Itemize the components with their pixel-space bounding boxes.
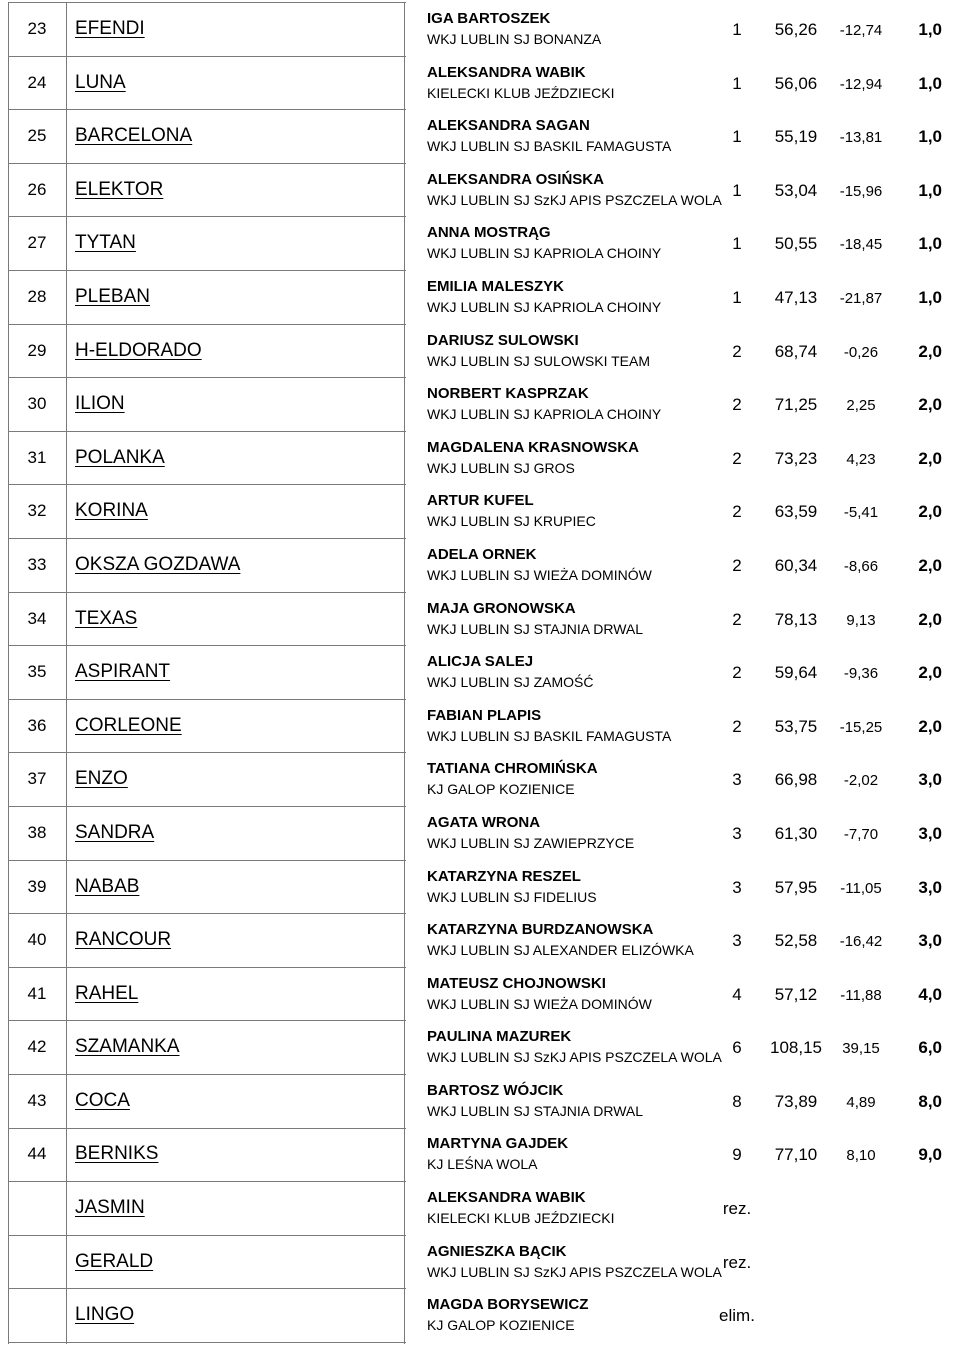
faults-value: 1 — [732, 73, 742, 93]
result-status: rez. — [722, 1199, 752, 1219]
place-number: 38 — [27, 822, 47, 842]
place-number: 24 — [27, 72, 47, 92]
place-number: 36 — [27, 715, 47, 735]
time-value: 66,98 — [774, 770, 818, 790]
faults-value: 1 — [732, 234, 742, 254]
time-value: 56,26 — [774, 20, 818, 39]
rider-name: ANNA MOSTRĄG — [427, 224, 551, 242]
time-difference: -8,66 — [843, 557, 879, 575]
points-value: 2,0 — [918, 341, 942, 361]
rider-name: TATIANA CHROMIŃSKA — [427, 760, 598, 778]
time-difference: -13,81 — [839, 129, 883, 147]
time-difference: -16,42 — [839, 933, 883, 951]
rider-name: IGA BARTOSZEK — [427, 10, 551, 27]
place-number: 44 — [27, 1144, 47, 1164]
time-value: 55,19 — [774, 127, 818, 147]
table-row — [0, 1074, 960, 1128]
points-value: 2,0 — [918, 609, 942, 629]
table-row — [0, 324, 960, 378]
table-row — [0, 1288, 960, 1342]
faults-value: 2 — [732, 395, 742, 415]
horse-name: COCA — [75, 1089, 130, 1111]
rider-name: ALEKSANDRA OSIŃSKA — [427, 170, 604, 188]
place-number: 25 — [27, 126, 47, 146]
place-number: 33 — [27, 554, 47, 574]
horse-name: LINGO — [75, 1304, 135, 1326]
rider-name: FABIAN PLAPIS — [427, 706, 542, 724]
table-row — [0, 699, 960, 753]
table-row — [0, 270, 960, 324]
time-difference: 4,23 — [846, 450, 876, 468]
horse-name: ILION — [75, 393, 125, 415]
rider-name: DARIUSZ SULOWSKI — [427, 331, 579, 349]
rider-name: MAGDA BORYSEWICZ — [427, 1296, 589, 1314]
club-name: WKJ LUBLIN SJ SzKJ APIS PSZCZELA WOLA — [427, 1049, 722, 1066]
points-value: 3,0 — [918, 877, 942, 897]
club-name: WKJ LUBLIN SJ WIEŻA DOMINÓW — [427, 566, 652, 583]
rider-name: MAJA GRONOWSKA — [427, 599, 576, 617]
time-value: 53,04 — [774, 180, 818, 200]
club-name: KJ LEŚNA WOLA — [427, 1156, 538, 1173]
result-status: rez. — [722, 1252, 752, 1272]
faults-value: 2 — [732, 663, 742, 683]
faults-value: 2 — [732, 555, 742, 575]
rider-name: ALEKSANDRA WABIK — [427, 63, 586, 81]
place-number: 23 — [27, 19, 47, 38]
club-name: WKJ LUBLIN SJ FIDELIUS — [427, 888, 597, 905]
faults-value: 3 — [732, 770, 742, 790]
time-value: 63,59 — [774, 502, 818, 522]
results-table — [0, 2, 960, 1342]
horse-name: LUNA — [75, 71, 126, 93]
faults-value: 9 — [732, 1145, 742, 1165]
horse-name: PLEBAN — [75, 285, 150, 307]
points-value: 3,0 — [918, 823, 942, 843]
table-row — [0, 484, 960, 538]
points-value: 1,0 — [918, 287, 942, 307]
club-name: WKJ LUBLIN SJ STAJNIA DRWAL — [427, 620, 644, 637]
club-name: WKJ LUBLIN SJ BASKIL FAMAGUSTA — [427, 727, 672, 744]
result-status: elim. — [719, 1306, 755, 1326]
club-name: WKJ LUBLIN SJ SULOWSKI TEAM — [427, 352, 651, 369]
rider-name: MATEUSZ CHOJNOWSKI — [427, 974, 606, 992]
table-row — [0, 1020, 960, 1074]
faults-value: 2 — [732, 716, 742, 736]
horse-name: SZAMANKA — [75, 1036, 180, 1058]
place-number: 27 — [27, 233, 47, 253]
points-value: 8,0 — [918, 1091, 942, 1111]
time-value: 60,34 — [774, 555, 818, 575]
place-number: 28 — [27, 286, 47, 306]
club-name: WKJ LUBLIN SJ WIEŻA DOMINÓW — [427, 995, 652, 1012]
club-name: WKJ LUBLIN SJ KRUPIEC — [427, 513, 596, 530]
rider-name: AGATA WRONA — [427, 813, 541, 831]
rider-name: ALICJA SALEJ — [427, 653, 534, 671]
horse-name: TYTAN — [75, 232, 136, 254]
table-row — [0, 752, 960, 806]
faults-value: 2 — [732, 448, 742, 468]
time-value: 47,13 — [774, 287, 818, 307]
table-row — [0, 860, 960, 914]
time-value: 78,13 — [774, 609, 818, 629]
points-value: 9,0 — [918, 1145, 942, 1165]
points-value: 1,0 — [918, 20, 942, 39]
place-number: 39 — [27, 876, 47, 896]
grid-horizontal-line — [8, 1342, 406, 1343]
horse-name: KORINA — [75, 500, 148, 522]
time-value: 57,95 — [774, 877, 818, 897]
place-number: 42 — [27, 1037, 47, 1057]
time-difference: -11,05 — [840, 879, 882, 897]
horse-name: CORLEONE — [75, 714, 182, 736]
place-number: 43 — [27, 1090, 47, 1110]
points-value: 2,0 — [918, 448, 942, 468]
horse-name: RAHEL — [75, 982, 139, 1004]
faults-value: 3 — [732, 877, 742, 897]
time-difference: 9,13 — [846, 611, 876, 629]
time-difference: 8,10 — [846, 1147, 876, 1165]
time-difference: -12,94 — [839, 75, 883, 93]
horse-name: SANDRA — [75, 821, 155, 843]
horse-name: ASPIRANT — [75, 661, 171, 683]
rider-name: ALEKSANDRA SAGAN — [427, 117, 590, 135]
table-row — [0, 967, 960, 1021]
rider-name: PAULINA MAZUREK — [427, 1028, 572, 1046]
club-name: WKJ LUBLIN SJ ALEXANDER ELIZÓWKA — [427, 942, 694, 959]
table-row — [0, 1181, 960, 1235]
points-value: 1,0 — [918, 180, 942, 200]
table-row — [0, 163, 960, 217]
rider-name: ADELA ORNEK — [427, 545, 537, 563]
time-difference: -21,87 — [839, 289, 883, 307]
horse-name: TEXAS — [75, 607, 138, 629]
place-number: 41 — [27, 983, 47, 1003]
club-name: WKJ LUBLIN SJ KAPRIOLA CHOINY — [427, 298, 662, 315]
table-row — [0, 1127, 960, 1181]
time-difference: -2,02 — [843, 772, 879, 790]
time-value: 57,12 — [774, 984, 818, 1004]
table-row — [0, 645, 960, 699]
time-difference: -11,88 — [840, 986, 882, 1004]
time-value: 56,06 — [774, 73, 818, 93]
rider-name: NORBERT KASPRZAK — [427, 385, 589, 403]
time-difference: -15,25 — [839, 718, 883, 736]
horse-name: POLANKA — [75, 446, 165, 468]
table-row — [0, 1235, 960, 1289]
horse-name: OKSZA GOZDAWA — [75, 553, 241, 575]
table-row — [0, 377, 960, 431]
table-row — [0, 56, 960, 110]
horse-name: H-ELDORADO — [75, 339, 202, 361]
points-value: 1,0 — [918, 73, 942, 93]
faults-value: 1 — [732, 287, 742, 307]
rider-name: ARTUR KUFEL — [427, 492, 534, 510]
time-difference: -18,45 — [839, 236, 883, 254]
table-row — [0, 806, 960, 860]
club-name: WKJ LUBLIN SJ BONANZA — [427, 31, 602, 47]
club-name: WKJ LUBLIN SJ KAPRIOLA CHOINY — [427, 245, 662, 262]
horse-name: ENZO — [75, 768, 128, 790]
horse-name: JASMIN — [75, 1197, 145, 1219]
place-number: 32 — [27, 501, 47, 521]
points-value: 3,0 — [918, 770, 942, 790]
table-row — [0, 109, 960, 163]
club-name: WKJ LUBLIN SJ KAPRIOLA CHOINY — [427, 406, 662, 423]
table-row — [0, 2, 960, 56]
rider-name: KATARZYNA BURDZANOWSKA — [427, 921, 654, 939]
time-difference: -0,26 — [843, 343, 879, 361]
time-difference: 2,25 — [846, 397, 876, 415]
time-value: 61,30 — [774, 823, 818, 843]
time-value: 108,15 — [770, 1038, 822, 1058]
faults-value: 4 — [732, 984, 742, 1004]
club-name: WKJ LUBLIN SJ BASKIL FAMAGUSTA — [427, 138, 672, 155]
horse-name: NABAB — [75, 875, 140, 897]
place-number: 34 — [27, 608, 47, 628]
points-value: 6,0 — [918, 1038, 942, 1058]
time-difference: 4,89 — [846, 1093, 876, 1111]
place-number: 26 — [27, 179, 47, 199]
rider-name: EMILIA MALESZYK — [427, 277, 564, 295]
club-name: WKJ LUBLIN SJ STAJNIA DRWAL — [427, 1102, 644, 1119]
time-value: 68,74 — [774, 341, 818, 361]
table-row — [0, 538, 960, 592]
time-difference: -12,74 — [839, 22, 883, 39]
rider-name: BARTOSZ WÓJCIK — [427, 1081, 564, 1099]
faults-value: 2 — [732, 341, 742, 361]
faults-value: 1 — [732, 127, 742, 147]
horse-name: EFENDI — [75, 18, 145, 39]
place-number: 37 — [27, 769, 47, 789]
table-row — [0, 431, 960, 485]
time-difference: -15,96 — [839, 182, 883, 200]
club-name: WKJ LUBLIN SJ SzKJ APIS PSZCZELA WOLA — [427, 191, 722, 208]
points-value: 2,0 — [918, 395, 942, 415]
club-name: KJ GALOP KOZIENICE — [427, 1317, 575, 1334]
time-value: 77,10 — [774, 1145, 818, 1165]
points-value: 3,0 — [918, 931, 942, 951]
place-number: 29 — [27, 340, 47, 360]
faults-value: 2 — [732, 609, 742, 629]
time-difference: -7,70 — [843, 825, 879, 843]
time-value: 52,58 — [774, 931, 818, 951]
place-number: 31 — [27, 447, 47, 467]
rider-name: ALEKSANDRA WABIK — [427, 1189, 586, 1207]
faults-value: 8 — [732, 1091, 742, 1111]
time-difference: 39,15 — [842, 1040, 880, 1058]
rider-name: KATARZYNA RESZEL — [427, 867, 581, 885]
rider-name: MAGDALENA KRASNOWSKA — [427, 438, 639, 456]
time-value: 53,75 — [774, 716, 818, 736]
horse-name: BARCELONA — [75, 125, 193, 147]
points-value: 2,0 — [918, 716, 942, 736]
time-value: 71,25 — [774, 395, 818, 415]
club-name: KIELECKI KLUB JEŹDZIECKI — [427, 84, 615, 101]
faults-value: 1 — [732, 20, 742, 39]
faults-value: 2 — [732, 502, 742, 522]
club-name: WKJ LUBLIN SJ SzKJ APIS PSZCZELA WOLA — [427, 1263, 722, 1280]
table-row — [0, 913, 960, 967]
club-name: WKJ LUBLIN SJ ZAMOŚĆ — [427, 674, 594, 691]
club-name: KIELECKI KLUB JEŹDZIECKI — [427, 1210, 615, 1227]
points-value: 2,0 — [918, 502, 942, 522]
rider-name: MARTYNA GAJDEK — [427, 1135, 569, 1153]
horse-name: BERNIKS — [75, 1143, 159, 1165]
rider-name: AGNIESZKA BĄCIK — [427, 1242, 567, 1260]
time-value: 73,23 — [774, 448, 818, 468]
points-value: 1,0 — [918, 234, 942, 254]
place-number: 40 — [27, 930, 47, 950]
faults-value: 3 — [732, 931, 742, 951]
time-difference: -5,41 — [843, 504, 879, 522]
points-value: 2,0 — [918, 555, 942, 575]
club-name: WKJ LUBLIN SJ ZAWIEPRZYCE — [427, 834, 635, 851]
place-number: 35 — [27, 662, 47, 682]
club-name: KJ GALOP KOZIENICE — [427, 781, 575, 798]
horse-name: RANCOUR — [75, 929, 172, 951]
points-value: 2,0 — [918, 663, 942, 683]
points-value: 4,0 — [918, 984, 942, 1004]
faults-value: 3 — [732, 823, 742, 843]
faults-value: 6 — [732, 1038, 742, 1058]
time-value: 73,89 — [774, 1091, 818, 1111]
table-row — [0, 216, 960, 270]
horse-name: ELEKTOR — [75, 178, 164, 200]
table-row — [0, 592, 960, 646]
points-value: 1,0 — [918, 127, 942, 147]
place-number: 30 — [27, 394, 47, 414]
time-value: 50,55 — [774, 234, 818, 254]
horse-name: GERALD — [75, 1250, 154, 1272]
club-name: WKJ LUBLIN SJ GROS — [427, 459, 575, 476]
time-difference: -9,36 — [843, 665, 879, 683]
time-value: 59,64 — [774, 663, 818, 683]
faults-value: 1 — [732, 180, 742, 200]
